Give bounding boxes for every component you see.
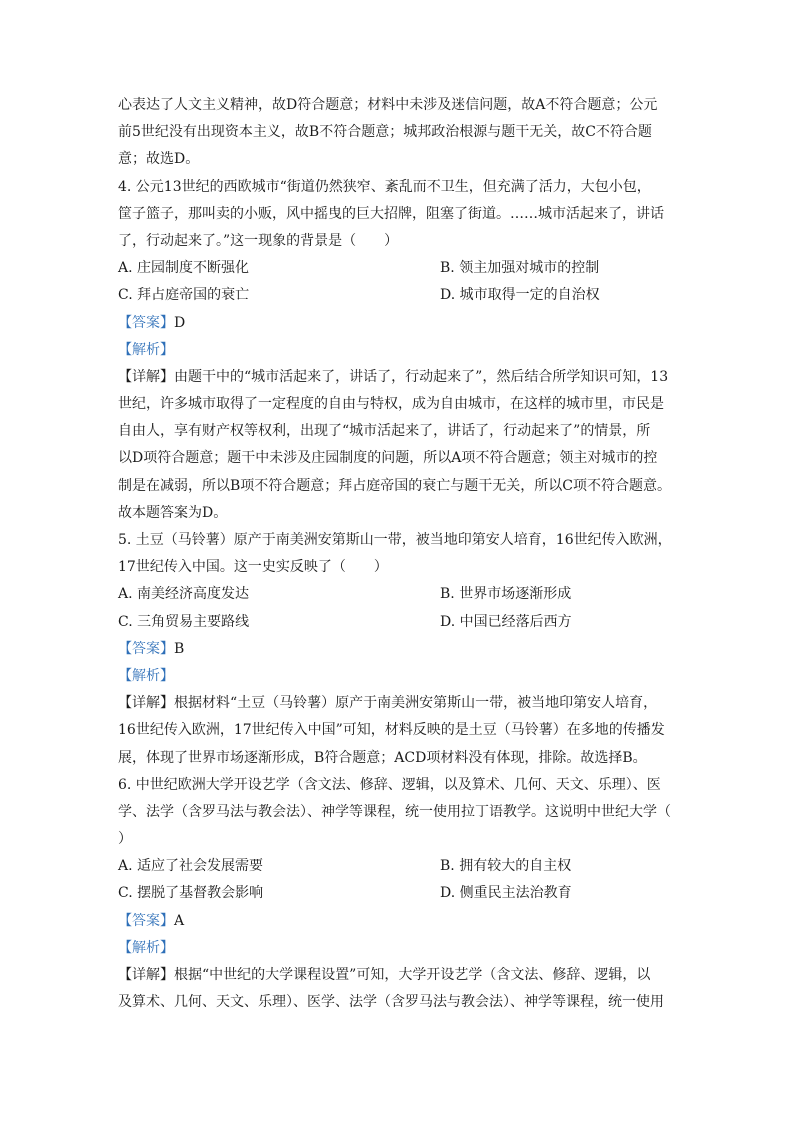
detail-text: 根据材料“土豆（马铃薯）原产于南美洲安第斯山一带，被当地印第安人培育， [174, 695, 658, 712]
answer-value: D [174, 314, 186, 331]
question-4-detail: 故本题答案为D。 [118, 504, 228, 521]
question-5-answer [118, 636, 678, 663]
option-a: A. 适应了社会发展需要 [118, 858, 264, 875]
question-4-detail: 以D项符合题意；题干中未涉及庄园制度的问题，所以A项不符合题意；领主对城市的控 [118, 450, 658, 467]
option-a: A. 庄园制度不断强化 [118, 260, 250, 277]
question-5-detail [118, 690, 678, 717]
document-content [118, 92, 678, 1016]
intro-line: 心表达了人文主义精神，故D符合题意；材料中未涉及迷信问题，故A不符合题意；公元 [118, 97, 658, 113]
option-b: B. 领主加强对城市的控制 [440, 260, 600, 277]
question-6-stem: 学、法学（含罗马法与教会法）、神学等课程，统一使用拉丁语教学。这说明中世纪大学（ [118, 803, 671, 820]
question-4-detail: 自由人，享有财产权等权利，出现了“城市活起来了，讲话了，行动起来了”的情景，所 [118, 423, 651, 440]
question-5-detail: 展，体现了世界市场逐渐形成，B符合题意；ACD项材料没有体现，排除。故选择B。 [118, 749, 647, 766]
question-6-detail [118, 962, 678, 989]
question-4-analysis [118, 337, 678, 364]
option-c: C. 三角贸易主要路线 [118, 613, 250, 630]
answer-value: B [174, 640, 185, 657]
option-b: B. 世界市场逐渐形成 [440, 586, 572, 603]
option-d: D. 中国已经落后西方 [440, 613, 572, 630]
question-6-options-row [118, 853, 678, 880]
question-4-options-row [118, 282, 678, 309]
analysis-tag: 【解析】 [118, 667, 174, 684]
intro-line: 意；故选D。 [118, 151, 200, 168]
question-6-options-row [118, 880, 678, 907]
intro-line: 前5世纪没有出现资本主义，故B不符合题意；城邦政治根源与题干无关，故C不符合题 [118, 124, 652, 141]
option-c: C. 拜占庭帝国的衰亡 [118, 287, 250, 304]
question-6-detail: 及算术、几何、天文、乐理）、医学、法学（含罗马法与教会法）、神学等课程，统一使用 [118, 994, 664, 1011]
question-5-stem: 5. 土豆（马铃薯）原产于南美洲安第斯山一带，被当地印第安人培育，16世纪传入欧洲， [118, 532, 672, 548]
question-4-stem: 筐子篮子，那叫卖的小贩，风中摇曳的巨大招牌，阻塞了街道。……城市活起来了，讲话 [118, 205, 664, 222]
option-d: D. 城市取得一定的自治权 [440, 287, 600, 304]
answer-tag: 【答案】 [118, 640, 174, 657]
question-6-answer [118, 908, 678, 935]
question-4-options-row [118, 255, 678, 282]
question-4-detail: 世纪，许多城市取得了一定程度的自由与特权，成为自由城市，在这样的城市里，市民是 [118, 396, 664, 413]
question-4-answer [118, 310, 678, 337]
question-4-detail [118, 364, 678, 391]
analysis-tag: 【解析】 [118, 341, 174, 358]
question-4-stem: 了，行动起来了。”这一现象的背景是（ ） [118, 232, 399, 249]
answer-value: A [174, 912, 185, 929]
detail-tag: 【详解】 [118, 695, 174, 712]
question-6-stem: 6. 中世纪欧洲大学开设艺学（含文法、修辞、逻辑，以及算术、几何、天文、乐理）、医 [118, 776, 661, 793]
answer-tag: 【答案】 [118, 314, 174, 331]
question-5-detail: 16世纪传入欧洲，17世纪传入中国”可知，材料反映的是土豆（马铃薯）在多地的传播发 [118, 722, 665, 739]
question-6-analysis [118, 935, 678, 962]
question-5-analysis [118, 663, 678, 690]
question-4-stem: 4. 公元13世纪的西欧城市“街道仍然狭窄、紊乱而不卫生，但充满了活力，大包小包， [118, 178, 651, 195]
analysis-tag: 【解析】 [118, 939, 174, 956]
question-4-detail: 制是在减弱，所以B项不符合题意；拜占庭帝国的衰亡与题干无关，所以C项不符合题意。 [118, 477, 671, 494]
question-5-options-row [118, 581, 678, 608]
option-c: C. 摆脱了基督教会影响 [118, 885, 264, 902]
detail-text: 根据“中世纪的大学课程设置”可知，大学开设艺学（含文法、修辞、逻辑，以 [174, 967, 651, 983]
option-a: A. 南美经济高度发达 [118, 586, 250, 603]
question-5-options-row [118, 609, 678, 636]
option-b: B. 拥有较大的自主权 [440, 858, 572, 875]
detail-tag: 【详解】 [118, 967, 174, 983]
answer-tag: 【答案】 [118, 912, 174, 929]
option-d: D. 侧重民主法治教育 [440, 885, 572, 902]
detail-text: 由题干中的“城市活起来了，讲话了，行动起来了”，然后结合所学知识可知，13 [174, 368, 669, 385]
detail-tag: 【详解】 [118, 368, 174, 385]
question-5-stem: 17世纪传入中国。这一史实反映了（ ） [118, 559, 388, 576]
question-6-stem: ） [118, 831, 132, 848]
